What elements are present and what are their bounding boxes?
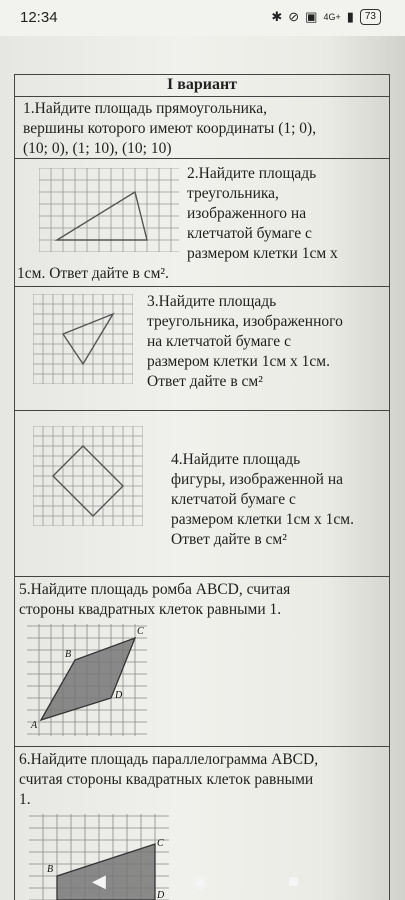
task3-grid-figure bbox=[33, 294, 133, 384]
task2-grid-figure bbox=[39, 168, 179, 252]
task5-label-d: D bbox=[115, 690, 123, 701]
task4-line2: фигуры, изображенной на bbox=[171, 471, 344, 488]
task2-line2: треугольника, bbox=[187, 185, 279, 202]
task2-line6: 1см. Ответ дайте в см². bbox=[17, 265, 169, 282]
status-time: 12:34 bbox=[20, 9, 58, 26]
mute-icon: ⊘ bbox=[288, 9, 300, 24]
status-icons bbox=[271, 9, 381, 25]
task5-line2: стороны квадратных клеток равными 1. bbox=[19, 601, 282, 618]
bluetooth-icon: ✱ bbox=[271, 9, 283, 24]
navigation-bar bbox=[0, 862, 405, 900]
table-rule bbox=[15, 158, 389, 159]
recent-apps-button[interactable]: ■ bbox=[288, 871, 299, 891]
back-button[interactable]: ◀ bbox=[92, 871, 106, 891]
task3-triangle bbox=[63, 314, 113, 364]
task5-grid-figure bbox=[27, 624, 147, 736]
task4-line4: размером клетки 1см х 1см. bbox=[171, 511, 354, 528]
table-rule bbox=[15, 410, 389, 411]
task5-line1: 5.Найдите площадь ромба ABCD, считая bbox=[19, 581, 291, 598]
task6-line3: 1. bbox=[19, 791, 31, 808]
table-rule bbox=[15, 576, 389, 577]
network-type: 4G+ bbox=[323, 12, 341, 22]
task6-label-d: D bbox=[157, 890, 165, 900]
task5-label-a: A bbox=[31, 720, 38, 731]
task5-label-c: C bbox=[137, 626, 144, 637]
task4-line3: клетчатой бумаге с bbox=[171, 491, 296, 508]
status-bar bbox=[0, 0, 405, 36]
table-rule bbox=[15, 286, 389, 287]
table-rule bbox=[15, 96, 389, 97]
task1-line2: вершины которого имеют координаты (1; 0), bbox=[23, 120, 317, 137]
task5-label-b: B bbox=[65, 649, 72, 660]
task6-line2: считая стороны квадратных клеток равными bbox=[19, 771, 314, 788]
task3-line5: Ответ дайте в см² bbox=[147, 373, 263, 390]
task1-line1: 1.Найдите площадь прямоугольника, bbox=[23, 100, 267, 117]
task4-grid-figure bbox=[33, 426, 143, 526]
task3-line2: треугольника, изображенного bbox=[147, 313, 343, 330]
task2-line4: клетчатой бумаге с bbox=[187, 225, 312, 242]
battery-icon: 73 bbox=[360, 9, 381, 25]
task3-line1: 3.Найдите площадь bbox=[147, 293, 277, 310]
task4-rectangle bbox=[53, 446, 123, 516]
home-button[interactable]: ◉ bbox=[192, 871, 208, 891]
task6-label-b: B bbox=[47, 864, 54, 875]
task2-line5: размером клетки 1см х bbox=[187, 245, 338, 262]
task2-line1: 2.Найдите площадь bbox=[187, 165, 317, 182]
nfc-icon: ▣ bbox=[305, 9, 318, 24]
worksheet-photo bbox=[0, 36, 405, 900]
variant-title: I вариант bbox=[166, 76, 238, 93]
task4-line5: Ответ дайте в см² bbox=[171, 531, 287, 548]
task3-line3: на клетчатой бумаге с bbox=[147, 333, 291, 350]
task4-line1: 4.Найдите площадь bbox=[171, 451, 301, 468]
task3-line4: размером клетки 1см х 1см. bbox=[147, 353, 330, 370]
signal-icon: ▮ bbox=[346, 9, 354, 24]
task2-line3: изображенного на bbox=[187, 205, 307, 222]
task1-line3: (10; 0), (1; 10), (10; 10) bbox=[23, 140, 172, 157]
task6-line1: 6.Найдите площадь параллелограмма ABCD, bbox=[19, 751, 319, 768]
worksheet-table bbox=[14, 74, 390, 900]
task6-label-c: C bbox=[157, 838, 164, 849]
table-rule bbox=[15, 746, 389, 747]
